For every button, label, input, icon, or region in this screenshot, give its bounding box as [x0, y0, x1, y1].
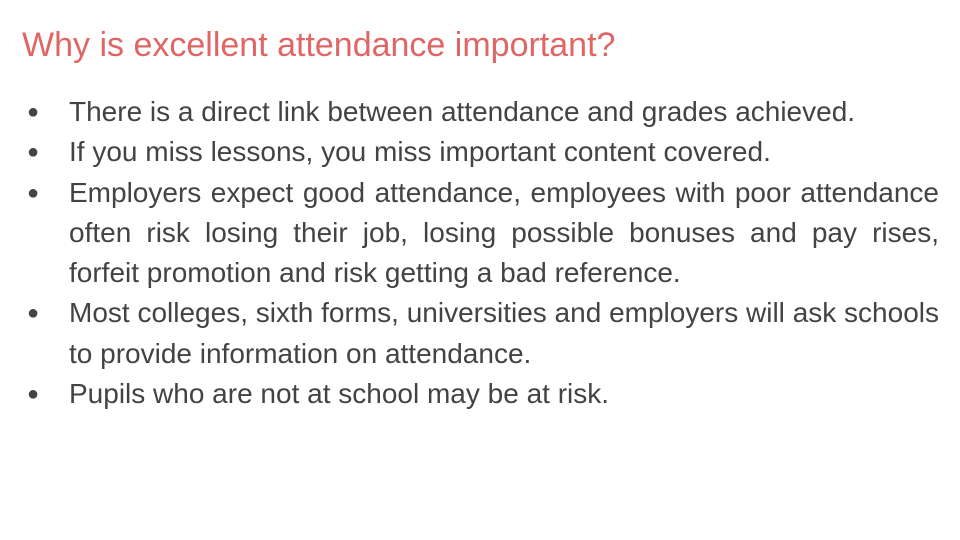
bullet-text: If you miss lessons, you miss important content covered. [69, 136, 771, 168]
bullet-item [22, 132, 939, 172]
bullet-text: Most colleges, sixth forms, universities and employers will ask schools to provide information on attendance. [69, 297, 939, 369]
bullet-item [22, 293, 939, 374]
bullet-text: Employers expect good attendance, employees with poor attendance often risk losing their job, losing possible bonuses and pay rises, forfeit promotion and risk getting a bad reference. [69, 176, 939, 289]
bullet-dot-icon: ● [27, 101, 40, 123]
bullet-dot-icon: ● [27, 181, 40, 204]
bullet-dot-icon: ● [27, 302, 40, 325]
bullet-dot-icon: ● [27, 141, 40, 164]
bullet-item [22, 92, 939, 132]
bullet-text: There is a direct link between attendance and grades achieved. [69, 96, 856, 127]
slide-title: Why is excellent attendance important? [22, 26, 616, 64]
bullet-dot-icon: ● [27, 383, 40, 406]
bullet-text: Pupils who are not at school may be at risk. [69, 378, 610, 410]
bullet-item [22, 173, 939, 294]
bullet-item [22, 374, 939, 414]
bullet-list [22, 92, 939, 414]
